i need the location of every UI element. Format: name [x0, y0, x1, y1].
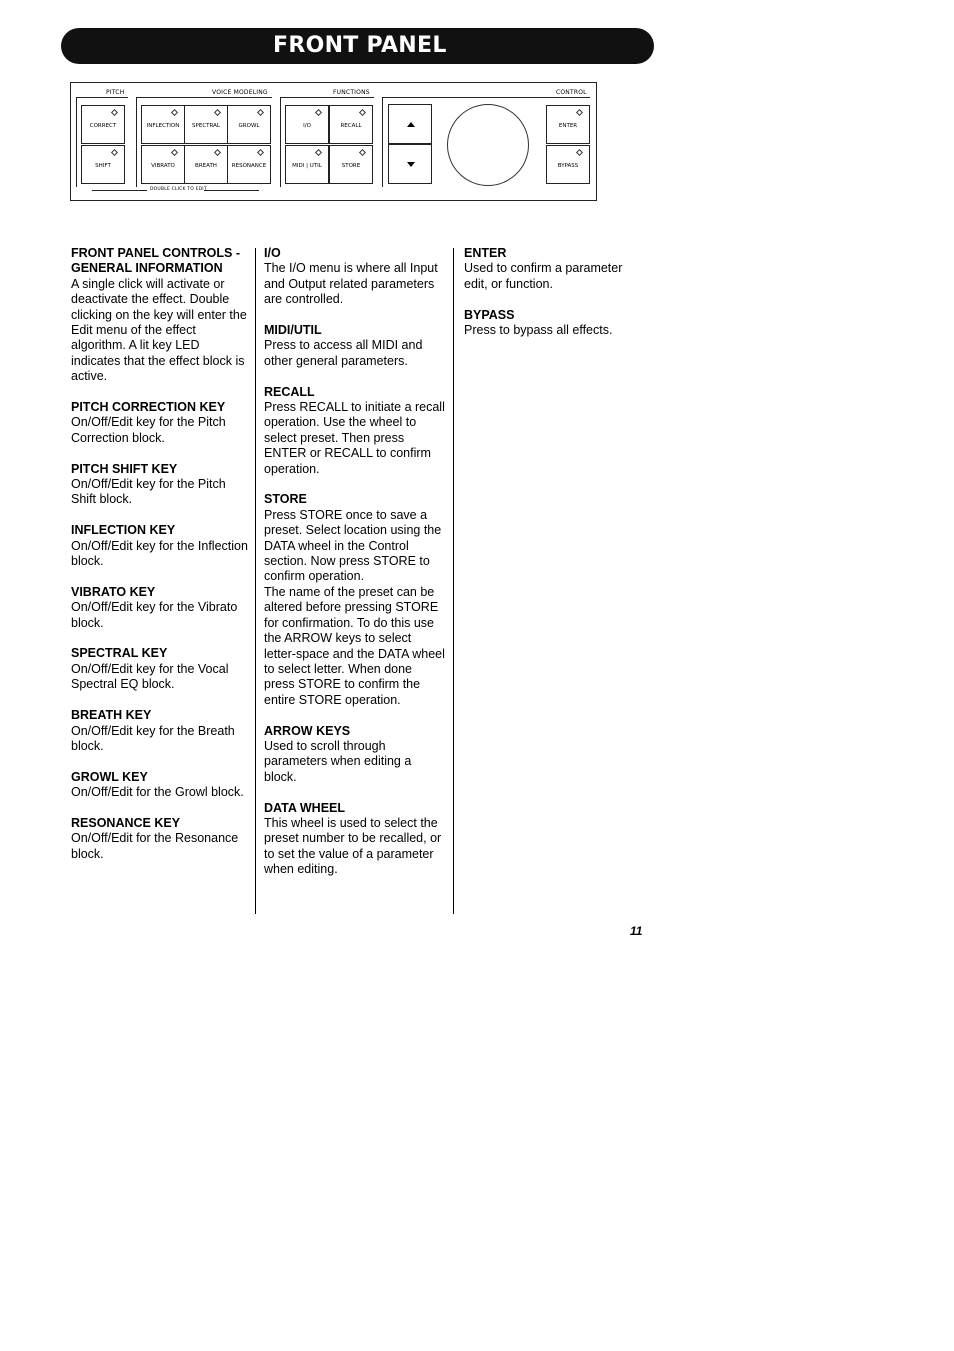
led-icon: [359, 109, 366, 116]
correct-key[interactable]: [81, 105, 125, 144]
double-click-line-right: [204, 190, 259, 191]
key-label: RECALL: [340, 123, 362, 129]
entry-data-wheel: [264, 801, 446, 878]
key-label: MIDI | UTIL: [292, 163, 322, 169]
double-click-label: DOUBLE CLICK TO EDIT: [150, 187, 207, 192]
led-icon: [214, 109, 221, 116]
led-icon: [214, 149, 221, 156]
entry-growl: [71, 770, 249, 801]
page-number: 11: [630, 924, 643, 938]
column-keys-pitch-voice: [71, 246, 249, 878]
led-icon: [111, 109, 118, 116]
entry-body: On/Off/Edit key for the Inflection block.: [71, 538, 248, 569]
led-icon: [257, 109, 264, 116]
key-label: I/O: [303, 123, 311, 129]
entry-body-continued: The name of the preset can be altered before pressing STORE for confirmation. To do this use the ARROW keys to select letter-space and the DATA wheel to select letter. When done press STORE to confirm the entire STORE operation.: [264, 584, 445, 707]
enter-key[interactable]: [546, 105, 590, 144]
inflection-key[interactable]: [141, 105, 185, 144]
section-label-functions: FUNCTIONS: [333, 89, 370, 96]
arrow-up-icon: [407, 122, 415, 127]
entry-pitch-shift: [71, 462, 249, 508]
key-label: CORRECT: [89, 123, 117, 129]
arrow-down-icon: [407, 162, 415, 167]
shift-key[interactable]: [81, 145, 125, 184]
section-vline-functions: [280, 97, 281, 187]
column-control: [464, 246, 644, 354]
column-divider-2: [453, 248, 454, 914]
entry-title: MIDI/UTIL: [264, 323, 322, 338]
entry-title: ENTER: [464, 246, 507, 260]
entry-store: [264, 492, 446, 708]
entry-body: Used to confirm a parameter edit, or function.: [464, 261, 623, 291]
led-icon: [315, 109, 322, 116]
entry-title: FRONT PANEL CONTROLS - GENERAL INFORMATION: [71, 246, 240, 276]
entry-bypass: [464, 308, 644, 339]
entry-title: SPECTRAL KEY: [71, 646, 168, 661]
entry-title: PITCH CORRECTION KEY: [71, 400, 226, 415]
entry-midi-util: [264, 323, 446, 369]
key-label: BREATH: [195, 163, 217, 169]
key-label: INFLECTION: [146, 123, 180, 129]
arrow-up-key[interactable]: [388, 104, 432, 144]
section-line-voice-modeling: [136, 97, 272, 98]
title-banner: [61, 28, 654, 64]
data-wheel[interactable]: [447, 104, 529, 186]
entry-title: GROWL KEY: [71, 769, 148, 784]
entry-body: On/Off/Edit key for the Pitch Shift block.: [71, 477, 226, 507]
recall-key[interactable]: [329, 105, 373, 144]
section-line-pitch: [76, 97, 128, 98]
entry-body: On/Off/Edit key for the Vocal Spectral EQ block.: [71, 661, 229, 692]
entry-body: The I/O menu is where all Input and Output related parameters are controlled.: [264, 261, 438, 307]
entry-title: BYPASS: [464, 307, 515, 322]
entry-body: Press STORE once to save a preset. Select location using the DATA wheel in the Control section. Now press STORE to confirm operation.: [264, 507, 442, 584]
entry-body: On/Off/Edit key for the Pitch Correction block.: [71, 415, 226, 445]
key-label: VIBRATO: [151, 163, 175, 169]
section-label-pitch: PITCH: [106, 89, 125, 96]
entry-body: Press RECALL to initiate a recall operation. Use the wheel to select preset. Then press ENTER or RECALL to confirm operation.: [264, 400, 445, 476]
led-icon: [171, 149, 178, 156]
io-key[interactable]: [285, 105, 329, 144]
section-label-control: CONTROL: [556, 89, 587, 96]
entry-title: ARROW KEYS: [264, 723, 351, 738]
led-icon: [111, 149, 118, 156]
entry-body: A single click will activate or deactivate the effect. Double clicking on the key will enter the Edit menu of the effect algorithm. A lit key LED indicates that the effect block is active.: [71, 276, 247, 384]
key-label: ENTER: [558, 123, 578, 129]
key-label: SHIFT: [95, 163, 111, 169]
breath-key[interactable]: [184, 145, 228, 184]
led-icon: [315, 149, 322, 156]
entry-spectral: [71, 646, 249, 692]
entry-enter: [464, 246, 644, 292]
section-vline-control: [382, 97, 383, 187]
entry-body: Used to scroll through parameters when editing a block.: [264, 738, 412, 784]
entry-pitch-correction: [71, 400, 249, 446]
section-line-control: [382, 97, 590, 98]
entry-title: RESONANCE KEY: [71, 815, 181, 830]
entry-body: This wheel is used to select the preset number to be recalled, or to set the value of a parameter when editing.: [264, 815, 442, 877]
led-icon: [576, 109, 583, 116]
led-icon: [359, 149, 366, 156]
key-label: GROWL: [238, 123, 260, 129]
entry-body: On/Off/Edit key for the Vibrato block.: [71, 600, 238, 630]
growl-key[interactable]: [227, 105, 271, 144]
key-label: RESONANCE: [231, 163, 267, 169]
led-icon: [257, 149, 264, 156]
entry-recall: [264, 385, 446, 477]
entry-inflection: [71, 523, 249, 569]
entry-body: Press to access all MIDI and other general parameters.: [264, 338, 423, 368]
led-icon: [576, 149, 583, 156]
vibrato-key[interactable]: [141, 145, 185, 184]
entry-title: BREATH KEY: [71, 708, 152, 723]
entry-body: On/Off/Edit for the Resonance block.: [71, 831, 239, 861]
entry-title: DATA WHEEL: [264, 800, 346, 815]
entry-title: INFLECTION KEY: [71, 523, 176, 538]
entry-title: VIBRATO KEY: [71, 584, 156, 599]
arrow-down-key[interactable]: [388, 144, 432, 184]
bypass-key[interactable]: [546, 145, 590, 184]
entry-general-info: [71, 246, 249, 385]
key-label: BYPASS: [557, 163, 579, 169]
section-line-functions: [280, 97, 374, 98]
entry-title: I/O: [264, 246, 281, 260]
store-key[interactable]: [329, 145, 373, 184]
key-label: SPECTRAL: [192, 123, 220, 129]
entry-body: On/Off/Edit key for the Breath block.: [71, 723, 235, 753]
section-label-voice-modeling: VOICE MODELING: [212, 89, 268, 96]
entry-resonance: [71, 816, 249, 862]
key-label: STORE: [341, 163, 361, 169]
led-icon: [171, 109, 178, 116]
entry-arrow-keys: [264, 724, 446, 786]
page-title: FRONT PANEL: [273, 33, 447, 58]
entry-title: STORE: [264, 492, 307, 507]
section-vline-voice-modeling: [136, 97, 137, 187]
section-vline-pitch: [76, 97, 77, 187]
entry-body: On/Off/Edit for the Growl block.: [71, 785, 244, 800]
midi-util-key[interactable]: [285, 145, 329, 184]
spectral-key[interactable]: [184, 105, 228, 144]
entry-breath: [71, 708, 249, 754]
entry-io: [264, 246, 446, 308]
resonance-key[interactable]: [227, 145, 271, 184]
column-functions: [264, 246, 446, 893]
entry-title: PITCH SHIFT KEY: [71, 461, 178, 476]
column-divider-1: [255, 248, 256, 914]
double-click-line-left: [92, 190, 147, 191]
entry-title: RECALL: [264, 384, 315, 399]
entry-vibrato: [71, 585, 249, 631]
entry-body: Press to bypass all effects.: [464, 323, 613, 338]
